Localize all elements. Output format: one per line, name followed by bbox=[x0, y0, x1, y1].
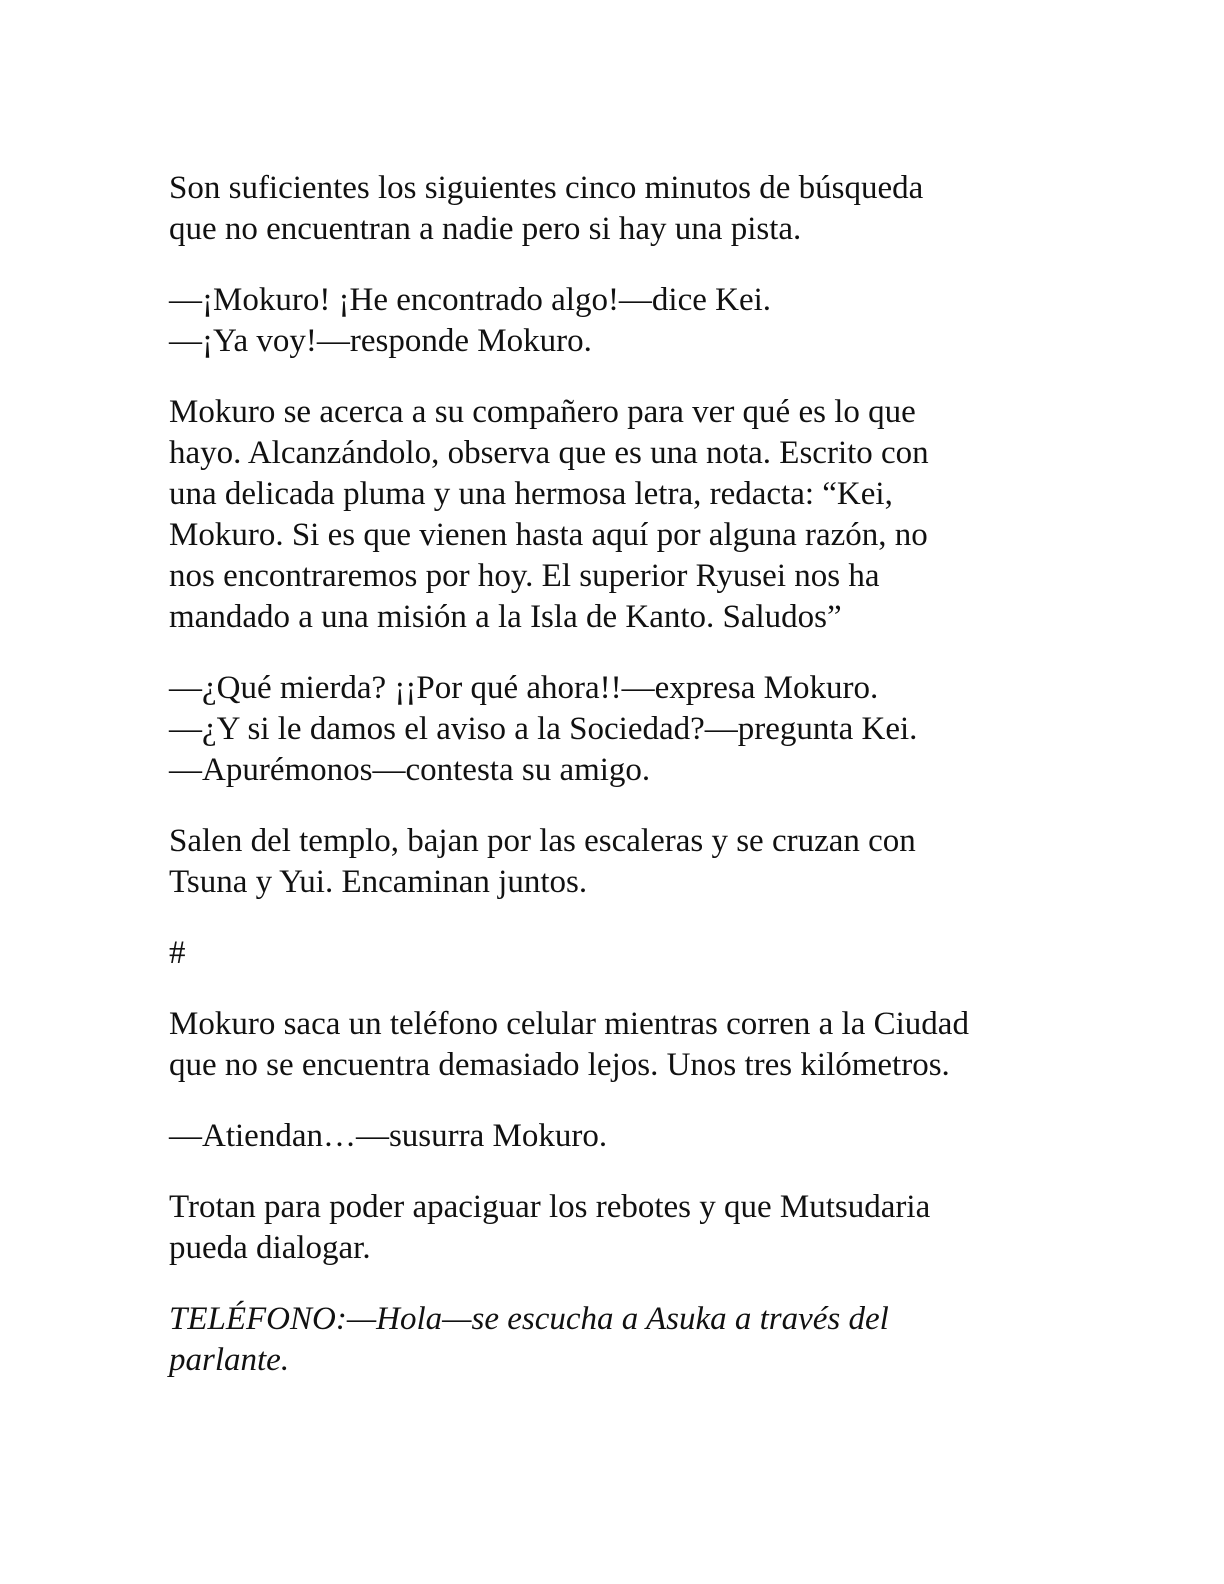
phone-dialogue-line: parlante. bbox=[169, 1342, 290, 1378]
text-line: hayo. Alcanzándolo, observa que es una nota. Escrito con bbox=[169, 435, 929, 471]
dialogue-line: —¡Mokuro! ¡He encontrado algo!—dice Kei. bbox=[169, 282, 772, 318]
dialogue-line: —¿Qué mierda? ¡¡Por qué ahora!!—expresa Mokuro. bbox=[169, 670, 879, 706]
text-line: Son suficientes los siguientes cinco minutos de búsqueda bbox=[169, 170, 924, 206]
paragraph bbox=[169, 392, 1069, 638]
text-line: que no se encuentra demasiado lejos. Unos tres kilómetros. bbox=[169, 1047, 950, 1083]
dialogue-paragraph bbox=[169, 668, 1069, 791]
dialogue-line: —¡Ya voy!—responde Mokuro. bbox=[169, 323, 592, 359]
scene-break-marker: # bbox=[169, 935, 186, 971]
text-line: una delicada pluma y una hermosa letra, redacta: “Kei, bbox=[169, 476, 893, 512]
paragraph bbox=[169, 1187, 1069, 1269]
phone-dialogue-paragraph bbox=[169, 1299, 1069, 1381]
dialogue-line: —Atiendan…—susurra Mokuro. bbox=[169, 1118, 608, 1154]
text-line: nos encontraremos por hoy. El superior Ryusei nos ha bbox=[169, 558, 880, 594]
text-line: Trotan para poder apaciguar los rebotes y que Mutsudaria bbox=[169, 1189, 931, 1225]
document-page bbox=[169, 168, 1069, 1411]
paragraph bbox=[169, 821, 1069, 903]
text-line: mandado a una misión a la Isla de Kanto. Saludos” bbox=[169, 599, 842, 635]
phone-dialogue-line: TELÉFONO:—Hola—se escucha a Asuka a través del bbox=[169, 1301, 889, 1337]
dialogue-paragraph bbox=[169, 280, 1069, 362]
text-line: Salen del templo, bajan por las escaleras y se cruzan con bbox=[169, 823, 916, 859]
scene-break bbox=[169, 933, 1069, 974]
text-line: Mokuro saca un teléfono celular mientras corren a la Ciudad bbox=[169, 1006, 969, 1042]
text-line: Tsuna y Yui. Encaminan juntos. bbox=[169, 864, 588, 900]
text-line: Mokuro se acerca a su compañero para ver qué es lo que bbox=[169, 394, 916, 430]
text-line: Mokuro. Si es que vienen hasta aquí por alguna razón, no bbox=[169, 517, 928, 553]
dialogue-paragraph bbox=[169, 1116, 1069, 1157]
text-line: pueda dialogar. bbox=[169, 1230, 371, 1266]
paragraph bbox=[169, 1004, 1069, 1086]
dialogue-line: —¿Y si le damos el aviso a la Sociedad?—pregunta Kei. bbox=[169, 711, 918, 747]
dialogue-line: —Apurémonos—contesta su amigo. bbox=[169, 752, 651, 788]
paragraph bbox=[169, 168, 1069, 250]
text-line: que no encuentran a nadie pero si hay una pista. bbox=[169, 211, 802, 247]
